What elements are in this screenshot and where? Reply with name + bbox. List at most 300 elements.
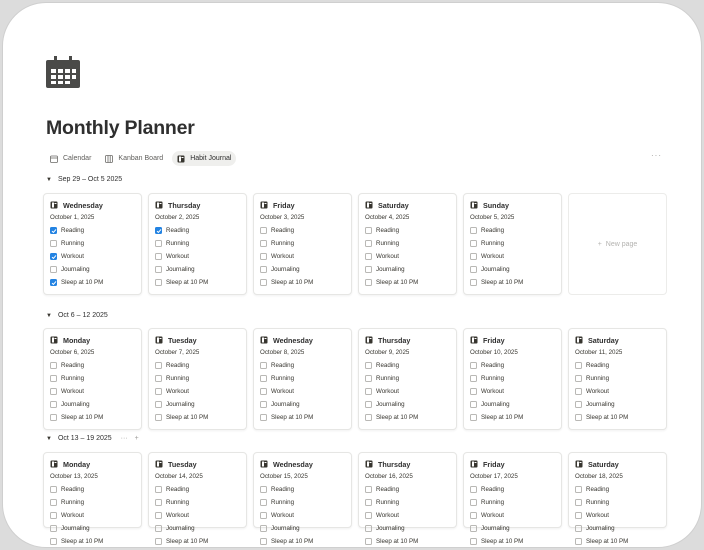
habit-checkbox[interactable]: [50, 227, 57, 234]
habit-checkbox-item: [365, 535, 450, 548]
habit-checkbox[interactable]: [470, 240, 477, 247]
habit-checkbox[interactable]: [50, 401, 57, 408]
habit-checkbox-item: [155, 359, 240, 372]
habit-label: Reading: [61, 486, 85, 493]
habit-checkbox[interactable]: [365, 266, 372, 273]
habit-label: Running: [481, 375, 505, 382]
day-card[interactable]: [463, 193, 562, 295]
habit-checkbox[interactable]: [470, 512, 477, 519]
habit-checkbox[interactable]: [260, 375, 267, 382]
card-date: October 7, 2025: [155, 349, 200, 356]
habit-label: Running: [61, 375, 85, 382]
habit-checkbox[interactable]: [50, 414, 57, 421]
habit-checkbox[interactable]: [365, 525, 372, 532]
habit-checkbox[interactable]: [470, 362, 477, 369]
habit-label: Journaling: [61, 525, 90, 532]
habit-label: Reading: [481, 362, 505, 369]
habit-checkbox-item: [365, 359, 450, 372]
habit-checkbox[interactable]: [155, 266, 162, 273]
habit-checkbox[interactable]: [260, 538, 267, 545]
day-card[interactable]: [253, 452, 352, 545]
card-day-name: Wednesday: [273, 335, 313, 345]
habit-checkbox-item: [260, 237, 345, 250]
habit-checkbox[interactable]: [50, 499, 57, 506]
habit-checkbox[interactable]: [50, 253, 57, 260]
habit-checkbox[interactable]: [365, 388, 372, 395]
habit-label: Journaling: [271, 401, 300, 408]
habit-checkbox-item: [50, 535, 135, 548]
habit-checkbox-item: [575, 483, 660, 496]
habit-checkbox[interactable]: [575, 362, 582, 369]
card-title: [50, 334, 135, 346]
habit-label: Sleep at 10 PM: [61, 538, 104, 545]
habit-checkbox-item: [260, 522, 345, 535]
habit-label: Reading: [481, 486, 505, 493]
habit-checkbox[interactable]: [260, 227, 267, 234]
habit-checkbox-item: [470, 359, 555, 372]
habit-checkbox[interactable]: [155, 375, 162, 382]
habit-checkbox-item: [575, 398, 660, 411]
journal-icon: [365, 201, 373, 209]
habit-checkbox-item: [155, 224, 240, 237]
more-options-button[interactable]: ···: [651, 151, 662, 160]
habit-checkbox[interactable]: [365, 538, 372, 545]
habit-checkbox[interactable]: [470, 538, 477, 545]
habit-checkbox[interactable]: [260, 279, 267, 286]
card-date: October 15, 2025: [260, 473, 308, 480]
day-card[interactable]: [43, 193, 142, 295]
day-card[interactable]: [358, 328, 457, 430]
journal-icon: [50, 201, 58, 209]
group-more-icon[interactable]: ···: [120, 435, 128, 442]
card-row: [43, 328, 667, 430]
habit-checkbox-item: [365, 411, 450, 424]
habit-label: Journaling: [481, 401, 510, 408]
habit-label: Reading: [271, 486, 295, 493]
card-date: October 11, 2025: [575, 349, 623, 356]
habit-label: Sleep at 10 PM: [586, 538, 629, 545]
habit-checkbox[interactable]: [260, 362, 267, 369]
habit-checkbox[interactable]: [50, 266, 57, 273]
day-card[interactable]: [568, 452, 667, 545]
habit-checkbox-item: [155, 398, 240, 411]
habit-label: Journaling: [166, 525, 195, 532]
habit-checkbox[interactable]: [575, 538, 582, 545]
habit-checkbox-item: [575, 535, 660, 548]
habit-checkbox-item: [575, 359, 660, 372]
habit-label: Sleep at 10 PM: [166, 538, 209, 545]
habit-checkbox-item: [50, 237, 135, 250]
habit-label: Journaling: [376, 525, 405, 532]
habit-label: Workout: [271, 512, 294, 519]
habit-label: Reading: [376, 362, 400, 369]
journal-icon: [260, 460, 268, 468]
habit-checkbox-item: [470, 250, 555, 263]
habit-checkbox-item: [575, 385, 660, 398]
card-date: October 14, 2025: [155, 473, 203, 480]
habit-checkbox-item: [470, 483, 555, 496]
day-card[interactable]: [358, 452, 457, 545]
habit-checkbox[interactable]: [470, 227, 477, 234]
habit-checkbox[interactable]: [155, 525, 162, 532]
card-date: October 8, 2025: [260, 349, 305, 356]
habit-checkbox[interactable]: [365, 253, 372, 260]
habit-checkbox-item: [155, 522, 240, 535]
check-icon: [51, 254, 57, 260]
habit-label: Workout: [481, 388, 504, 395]
habit-label: Sleep at 10 PM: [166, 279, 209, 286]
habit-checkbox[interactable]: [260, 486, 267, 493]
habit-label: Running: [376, 499, 400, 506]
habit-checkbox-item: [50, 385, 135, 398]
habit-label: Journaling: [481, 525, 510, 532]
habit-label: Sleep at 10 PM: [376, 414, 419, 421]
habit-label: Running: [481, 499, 505, 506]
day-card[interactable]: [148, 328, 247, 430]
habit-checkbox[interactable]: [470, 388, 477, 395]
habit-checkbox[interactable]: [365, 240, 372, 247]
habit-checkbox[interactable]: [155, 499, 162, 506]
page-title[interactable]: Monthly Planner: [46, 117, 195, 139]
habit-checkbox[interactable]: [470, 279, 477, 286]
habit-checkbox[interactable]: [365, 227, 372, 234]
card-day-name: Friday: [273, 200, 295, 210]
habit-checkbox[interactable]: [260, 525, 267, 532]
habit-checkbox[interactable]: [470, 414, 477, 421]
habit-label: Reading: [61, 227, 85, 234]
habit-checkbox[interactable]: [50, 279, 57, 286]
habit-checkbox-item: [365, 276, 450, 289]
card-day-name: Wednesday: [63, 200, 103, 210]
habit-checkbox-item: [365, 372, 450, 385]
collapse-caret-icon[interactable]: ▼: [46, 176, 52, 183]
habit-checkbox-item: [50, 263, 135, 276]
habit-label: Running: [166, 240, 190, 247]
habit-checkbox[interactable]: [365, 401, 372, 408]
habit-checkbox[interactable]: [155, 279, 162, 286]
habit-checkbox-item: [50, 483, 135, 496]
group-header[interactable]: [46, 176, 122, 183]
card-day-name: Tuesday: [168, 459, 197, 469]
habit-checkbox-item: [365, 250, 450, 263]
habit-label: Running: [481, 240, 505, 247]
habit-checkbox-item: [155, 483, 240, 496]
habit-checkbox-item: [155, 276, 240, 289]
day-card[interactable]: [253, 328, 352, 430]
habit-label: Journaling: [166, 401, 195, 408]
habit-label: Journaling: [586, 401, 615, 408]
habit-checkbox-item: [470, 276, 555, 289]
habit-checkbox-item: [155, 372, 240, 385]
habit-checkbox[interactable]: [260, 401, 267, 408]
habit-checkbox-item: [260, 385, 345, 398]
tab-label: Calendar: [63, 155, 92, 162]
habit-label: Sleep at 10 PM: [61, 414, 104, 421]
habit-checkbox-item: [365, 496, 450, 509]
habit-checkbox[interactable]: [50, 512, 57, 519]
habit-label: Reading: [271, 362, 295, 369]
habit-label: Running: [271, 499, 295, 506]
habit-label: Sleep at 10 PM: [586, 414, 629, 421]
card-title: [365, 334, 450, 346]
habit-checkbox[interactable]: [365, 362, 372, 369]
habit-checkbox[interactable]: [50, 525, 57, 532]
habit-checkbox-item: [470, 535, 555, 548]
habit-checkbox[interactable]: [575, 388, 582, 395]
card-date: October 13, 2025: [50, 473, 98, 480]
habit-label: Workout: [271, 388, 294, 395]
habit-checkbox-item: [155, 509, 240, 522]
habit-checkbox-item: [365, 398, 450, 411]
card-day-name: Thursday: [378, 335, 411, 345]
habit-checkbox[interactable]: [50, 388, 57, 395]
habit-checkbox[interactable]: [260, 266, 267, 273]
card-date: October 6, 2025: [50, 349, 95, 356]
new-page-button[interactable]: [568, 193, 667, 295]
habit-checkbox[interactable]: [260, 240, 267, 247]
habit-label: Running: [166, 375, 190, 382]
habit-checkbox[interactable]: [575, 414, 582, 421]
habit-label: Sleep at 10 PM: [271, 538, 314, 545]
habit-checkbox-item: [50, 522, 135, 535]
card-title: [365, 199, 450, 211]
day-card[interactable]: [148, 193, 247, 295]
journal-icon: [177, 155, 185, 163]
habit-label: Journaling: [61, 401, 90, 408]
day-card[interactable]: [358, 193, 457, 295]
habit-label: Sleep at 10 PM: [376, 538, 419, 545]
habit-label: Journaling: [61, 266, 90, 273]
habit-label: Running: [61, 240, 85, 247]
habit-label: Running: [586, 499, 610, 506]
habit-label: Journaling: [481, 266, 510, 273]
day-card[interactable]: [253, 193, 352, 295]
journal-icon: [470, 336, 478, 344]
group-header[interactable]: [46, 435, 139, 442]
habit-checkbox[interactable]: [365, 512, 372, 519]
habit-checkbox-item: [575, 522, 660, 535]
habit-checkbox[interactable]: [155, 414, 162, 421]
habit-checkbox-item: [470, 372, 555, 385]
habit-checkbox[interactable]: [365, 279, 372, 286]
habit-label: Reading: [61, 362, 85, 369]
habit-checkbox-item: [365, 509, 450, 522]
habit-checkbox-item: [260, 398, 345, 411]
card-date: October 9, 2025: [365, 349, 410, 356]
habit-checkbox[interactable]: [260, 253, 267, 260]
group-add-icon[interactable]: +: [134, 435, 139, 442]
calendar-grid-icon[interactable]: [46, 56, 80, 88]
habit-checkbox-item: [50, 411, 135, 424]
habit-checkbox[interactable]: [155, 240, 162, 247]
tab-label: Habit Journal: [190, 155, 232, 162]
group-header[interactable]: [46, 312, 108, 319]
tab-calendar[interactable]: [45, 151, 96, 166]
habit-checkbox-item: [470, 411, 555, 424]
board-icon: [105, 155, 113, 163]
habit-label: Workout: [271, 253, 294, 260]
habit-checkbox[interactable]: [260, 512, 267, 519]
habit-checkbox-item: [155, 385, 240, 398]
habit-checkbox[interactable]: [575, 375, 582, 382]
habit-label: Reading: [376, 227, 400, 234]
habit-checkbox[interactable]: [365, 486, 372, 493]
habit-label: Running: [271, 240, 295, 247]
habit-label: Reading: [166, 227, 190, 234]
collapse-caret-icon[interactable]: ▼: [46, 312, 52, 319]
tab-habit-journal[interactable]: [172, 151, 236, 166]
habit-checkbox-item: [365, 263, 450, 276]
card-title: [365, 458, 450, 470]
habit-label: Workout: [586, 388, 609, 395]
habit-checkbox-item: [260, 496, 345, 509]
day-card[interactable]: [148, 452, 247, 545]
habit-checkbox[interactable]: [50, 362, 57, 369]
habit-checkbox[interactable]: [260, 388, 267, 395]
habit-checkbox[interactable]: [470, 375, 477, 382]
card-title: [260, 334, 345, 346]
tab-label: Kanban Board: [118, 155, 164, 162]
habit-checkbox[interactable]: [575, 401, 582, 408]
journal-icon: [575, 460, 583, 468]
journal-icon: [470, 460, 478, 468]
card-title: [575, 458, 660, 470]
card-date: October 1, 2025: [50, 214, 95, 221]
habit-label: Sleep at 10 PM: [61, 279, 104, 286]
check-icon: [51, 280, 57, 286]
habit-checkbox-item: [260, 483, 345, 496]
habit-checkbox-item: [365, 483, 450, 496]
habit-checkbox[interactable]: [470, 486, 477, 493]
habit-checkbox[interactable]: [50, 486, 57, 493]
card-day-name: Friday: [483, 335, 505, 345]
habit-checkbox-item: [575, 509, 660, 522]
habit-checkbox-item: [470, 398, 555, 411]
habit-checkbox-item: [260, 263, 345, 276]
habit-checkbox-item: [470, 263, 555, 276]
habit-label: Sleep at 10 PM: [166, 414, 209, 421]
habit-checkbox[interactable]: [365, 499, 372, 506]
group-label: Sep 29 – Oct 5 2025: [57, 176, 123, 183]
journal-icon: [470, 201, 478, 209]
habit-checkbox[interactable]: [155, 388, 162, 395]
habit-checkbox-item: [260, 509, 345, 522]
journal-icon: [260, 201, 268, 209]
habit-checkbox-item: [50, 496, 135, 509]
habit-checkbox[interactable]: [155, 227, 162, 234]
card-title: [155, 458, 240, 470]
habit-label: Journaling: [586, 525, 615, 532]
habit-checkbox-item: [155, 535, 240, 548]
day-card[interactable]: [463, 328, 562, 430]
habit-label: Sleep at 10 PM: [481, 279, 524, 286]
habit-label: Workout: [166, 253, 189, 260]
habit-checkbox[interactable]: [260, 499, 267, 506]
habit-checkbox[interactable]: [365, 375, 372, 382]
habit-label: Journaling: [376, 266, 405, 273]
habit-checkbox-item: [365, 522, 450, 535]
habit-checkbox-item: [470, 224, 555, 237]
habit-checkbox-item: [260, 276, 345, 289]
habit-checkbox-item: [260, 250, 345, 263]
journal-icon: [365, 336, 373, 344]
habit-checkbox[interactable]: [155, 362, 162, 369]
habit-checkbox[interactable]: [365, 414, 372, 421]
day-card[interactable]: [43, 452, 142, 545]
habit-checkbox[interactable]: [470, 499, 477, 506]
habit-checkbox-item: [50, 372, 135, 385]
habit-label: Reading: [376, 486, 400, 493]
card-day-name: Wednesday: [273, 459, 313, 469]
habit-label: Reading: [586, 362, 610, 369]
card-date: October 17, 2025: [470, 473, 518, 480]
day-card[interactable]: [463, 452, 562, 545]
day-card[interactable]: [43, 328, 142, 430]
habit-checkbox[interactable]: [50, 375, 57, 382]
habit-checkbox-item: [155, 263, 240, 276]
journal-icon: [155, 336, 163, 344]
card-date: October 18, 2025: [575, 473, 623, 480]
tab-kanban-board[interactable]: [100, 151, 168, 166]
habit-checkbox[interactable]: [260, 414, 267, 421]
card-day-name: Monday: [63, 459, 91, 469]
habit-label: Sleep at 10 PM: [271, 414, 314, 421]
day-card[interactable]: [568, 328, 667, 430]
habit-label: Running: [61, 499, 85, 506]
habit-checkbox-item: [260, 411, 345, 424]
collapse-caret-icon[interactable]: ▼: [46, 435, 52, 442]
card-title: [155, 199, 240, 211]
habit-label: Workout: [61, 512, 84, 519]
habit-checkbox[interactable]: [470, 525, 477, 532]
habit-label: Journaling: [166, 266, 195, 273]
habit-checkbox[interactable]: [470, 401, 477, 408]
habit-checkbox[interactable]: [50, 240, 57, 247]
habit-checkbox[interactable]: [155, 538, 162, 545]
card-title: [260, 458, 345, 470]
habit-checkbox-item: [260, 372, 345, 385]
habit-checkbox[interactable]: [155, 253, 162, 260]
habit-checkbox[interactable]: [155, 401, 162, 408]
habit-checkbox[interactable]: [575, 512, 582, 519]
card-day-name: Tuesday: [168, 335, 197, 345]
card-row: [43, 452, 667, 545]
group-actions: [121, 435, 139, 442]
view-tabs: [45, 151, 236, 166]
plus-icon: +: [597, 240, 602, 248]
habit-checkbox[interactable]: [470, 253, 477, 260]
card-title: [575, 334, 660, 346]
habit-checkbox[interactable]: [50, 538, 57, 545]
habit-checkbox-item: [470, 522, 555, 535]
habit-label: Journaling: [271, 266, 300, 273]
habit-checkbox[interactable]: [575, 499, 582, 506]
habit-checkbox[interactable]: [155, 512, 162, 519]
habit-label: Running: [166, 499, 190, 506]
habit-checkbox-item: [365, 224, 450, 237]
card-day-name: Saturday: [588, 459, 619, 469]
habit-checkbox[interactable]: [575, 525, 582, 532]
habit-label: Journaling: [271, 525, 300, 532]
habit-checkbox-item: [155, 411, 240, 424]
habit-label: Workout: [376, 512, 399, 519]
card-title: [155, 334, 240, 346]
calendar-icon: [50, 155, 58, 163]
habit-checkbox[interactable]: [155, 486, 162, 493]
habit-checkbox[interactable]: [470, 266, 477, 273]
habit-label: Workout: [586, 512, 609, 519]
habit-checkbox[interactable]: [575, 486, 582, 493]
